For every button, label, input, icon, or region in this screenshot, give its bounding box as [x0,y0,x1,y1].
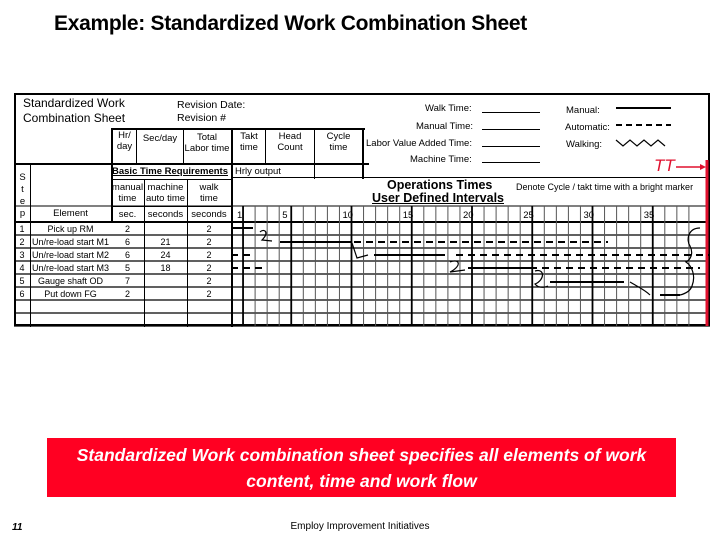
step-number: 1 [19,224,25,234]
revision-date-label: Revision Date: [177,99,246,111]
step-number: 2 [19,237,25,247]
revision-number-label: Revision # [177,112,227,124]
element-name: Un/re-load start M3 [31,263,110,273]
basic-time-requirements-label: Basic Time Requirements [112,166,228,177]
walk-time-label: Walk Time: [425,103,472,114]
interval-tick-1: 1 [237,210,243,221]
hourly-output-label: Hrly output [235,166,281,177]
walk-time-value: 2 [206,237,212,247]
walk-time-value: 2 [206,289,212,299]
summary-banner: Standardized Work combination sheet specifies all elements of work content, time and work flow [47,438,676,497]
manual-time-value: 2 [124,289,130,299]
interval-tick-5: 5 [282,210,288,221]
interval-tick-25: 25 [523,210,534,221]
walking-zigzag-icon [616,140,665,146]
takt-time-marker-label: TT [654,156,675,175]
element-name: Un/re-load start M2 [31,250,110,260]
step-number: 3 [19,250,25,260]
manual-time-value: 7 [124,276,130,286]
legend-walking-label: Walking: [566,139,603,150]
sheet-title-1: Standardized Work [23,96,125,110]
footer-text: Employ Improvement Initiatives [290,521,430,532]
step-number: 6 [19,289,25,299]
manual-time-value: 6 [124,250,130,260]
step-number: 5 [19,276,25,286]
hr-day-header: Hr/ day [116,130,133,152]
legend-manual-label: Manual: [566,105,600,116]
arrow-right-icon [700,164,706,170]
manual-time-value: 6 [124,237,130,247]
machine-time-value: 18 [160,263,171,273]
element-name: Put down FG [44,289,97,299]
element-name: Gauge shaft OD [37,276,104,286]
interval-tick-30: 30 [583,210,595,221]
manual-time-label: Manual Time: [416,121,474,132]
cycle-time-header: Cycle time [326,131,351,153]
operations-times-title: Operations Times [387,178,493,192]
element-header: Element [53,208,88,219]
machine-time-label: Machine Time: [410,154,472,165]
walk-time-value: 2 [206,250,212,260]
interval-tick-35: 35 [643,210,655,221]
walk-time-value: 2 [206,263,212,273]
lva-time-label: Labor Value Added Time: [366,138,472,149]
total-labor-header: Total Labor time [184,132,230,154]
element-name: Un/re-load start M1 [31,237,110,247]
manual-time-header: manual time [111,182,144,204]
manual-time-value: 5 [124,263,130,273]
step-header: S t e p [19,172,26,219]
marker-note: Denote Cycle / takt time with a bright marker [516,182,694,192]
walk-time-value: 2 [206,224,212,234]
takt-time-header: Takt time [240,131,258,153]
interval-tick-10: 10 [342,210,354,221]
machine-time-value: 24 [160,250,171,260]
head-count-header: Head Count [277,131,303,153]
legend-automatic-label: Automatic: [565,122,610,133]
page-number: 11 [12,522,23,533]
sec-day-header: Sec/day [142,133,178,144]
machine-time-header: machine auto time [145,182,186,204]
walk-time-header: walk time [199,182,219,204]
slide-title: Example: Standardized Work Combination Sheet [54,12,527,35]
user-defined-intervals-title: User Defined Intervals [372,191,504,205]
manual-time-value: 2 [124,224,130,234]
machine-unit: seconds [147,209,184,220]
walk-time-value: 2 [206,276,212,286]
step-number: 4 [19,263,25,273]
interval-tick-20: 20 [462,210,474,221]
interval-tick-15: 15 [402,210,414,221]
walk-unit: seconds [191,209,227,220]
sheet-title-2: Combination Sheet [23,111,126,125]
element-name: Pick up RM [47,224,94,234]
manual-unit: sec. [118,209,137,220]
machine-time-value: 21 [160,237,171,247]
